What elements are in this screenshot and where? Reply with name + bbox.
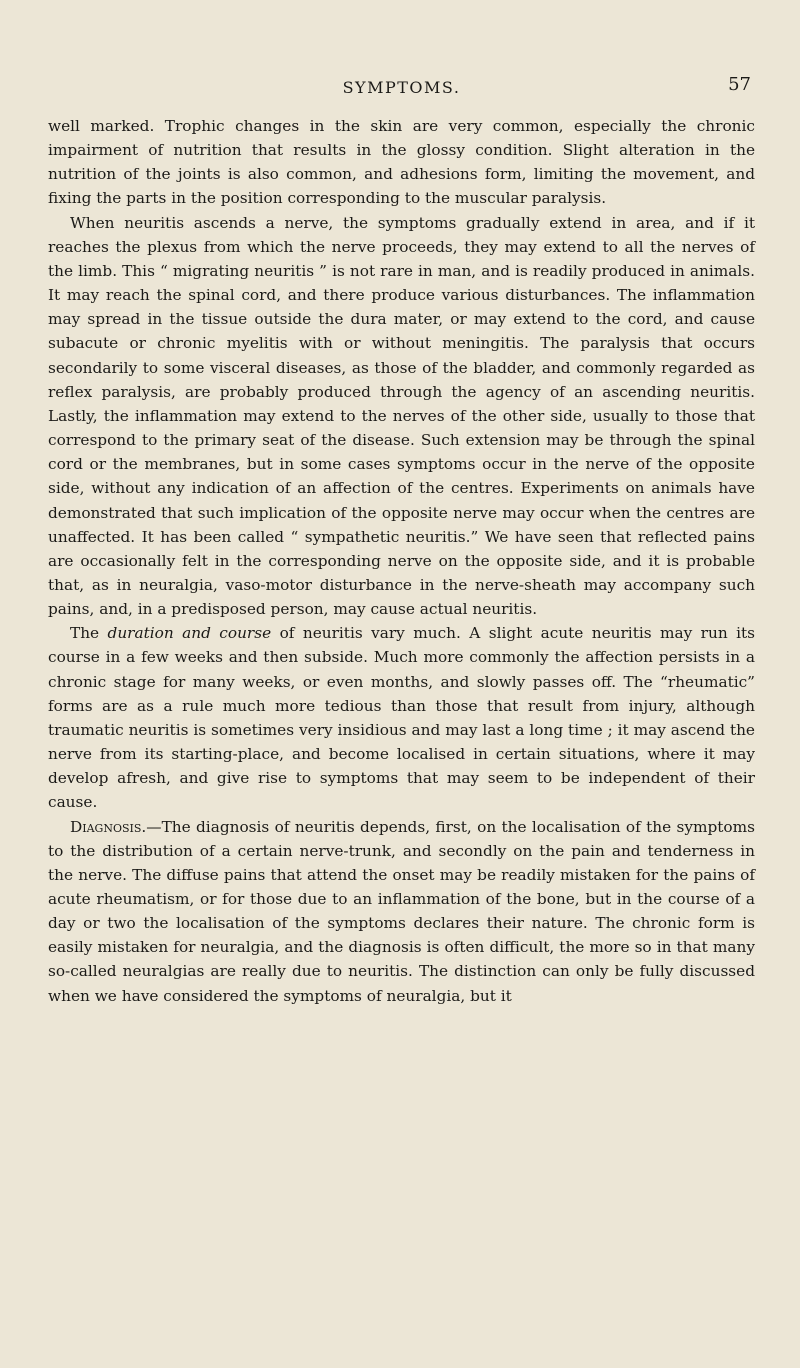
paragraph-text: —The diagnosis of neuritis depends, first, on the localisation of the symptoms to the distribution of a certain nerve-trunk, and secondly on the pain and tenderness in the nerve. The diffuse pains that attend the onset may be readily mistaken for the pains of acute rheumatism, or for those due to an inflammation of the bone, but in the course of a day or two the localisation of the symptoms declares their nature. The chronic form is easily mistaken for neuralgia, and the diagnosis is often difficult, the more so in that many so-called neuralgias are really due to neuritis. The distinction can only be fully discussed when we have considered the symptoms of neuralgia, but it — [48, 817, 755, 1005]
emphasis-duration-and-course: duration and course — [107, 624, 272, 643]
paragraph-lead: The — [70, 624, 100, 643]
paragraph-continuation — [48, 114, 755, 211]
running-title: SYMPTOMS. — [342, 78, 461, 97]
paragraph-text: When neuritis ascends a nerve, the symptoms gradually extend in area, and if it reaches the plexus from which the nerve proceeds, they may extend to all the nerves of the limb. This “ migrating neuritis ” is not rare in man, and is readily produced in animals. It may reach the spinal cord, and there produce various disturbances. The inflammation may spread in the tissue outside the dura mater, or may extend to the cord, and cause subacute or chronic myelitis with or without meningitis. The paralysis that occurs secondarily to some visceral diseases, as those of the bladder, and commonly regarded as reflex paralysis, are probably produced through the agency of an ascending neuritis. Lastly, the inflammation may extend to the nerves of the other side, usually to those that correspond to the primary seat of the disease. Such extension may be through the spinal cord or the membranes, but in some cases symptoms occur in the nerve of the opposite side, without any indication of an affection of the centres. Experiments on animals have demonstrated that such implication of the opposite nerve may occur when the centres are unaffected. It has been called “ sympathetic neuritis.” We have seen that reflected pains are occasionally felt in the corresponding nerve on the opposite side, and it is probable that, as in neuralgia, vaso-motor disturbance in the nerve-sheath may accompany such pains, and, in a predisposed person, may cause actual neuritis. — [48, 213, 755, 619]
section-heading-diagnosis: Diagnosis. — [70, 817, 147, 836]
paragraph-text: well marked. Trophic changes in the skin are very common, especially the chronic impairment of nutrition that results in the glossy condition. Slight alteration in the nutrition of the joints is also common, and adhesions form, limiting the movement, and fixing the parts in the position corresponding to the muscular paralysis. — [48, 117, 755, 208]
body-text — [48, 114, 755, 1008]
paragraph-duration-and-course — [48, 621, 755, 814]
paragraph-text: of neuritis vary much. A slight acute neuritis may run its course in a few weeks and then subside. Much more commonly the affection persists in a chronic stage for many weeks, or even months, and slowly passes off. The “rheumatic” forms are as a rule much more tedious than those that result from injury, although traumatic neuritis is sometimes very insidious and may last a long time ; it may ascend the nerve from its starting-place, and become localised in certain situations, where it may develop afresh, and give rise to symptoms that may seem to be independent of their cause. — [48, 624, 755, 812]
running-head — [48, 74, 755, 102]
paragraph-ascending-neuritis — [48, 211, 755, 622]
paragraph-diagnosis — [48, 815, 755, 1008]
page-number: 57 — [728, 74, 751, 95]
